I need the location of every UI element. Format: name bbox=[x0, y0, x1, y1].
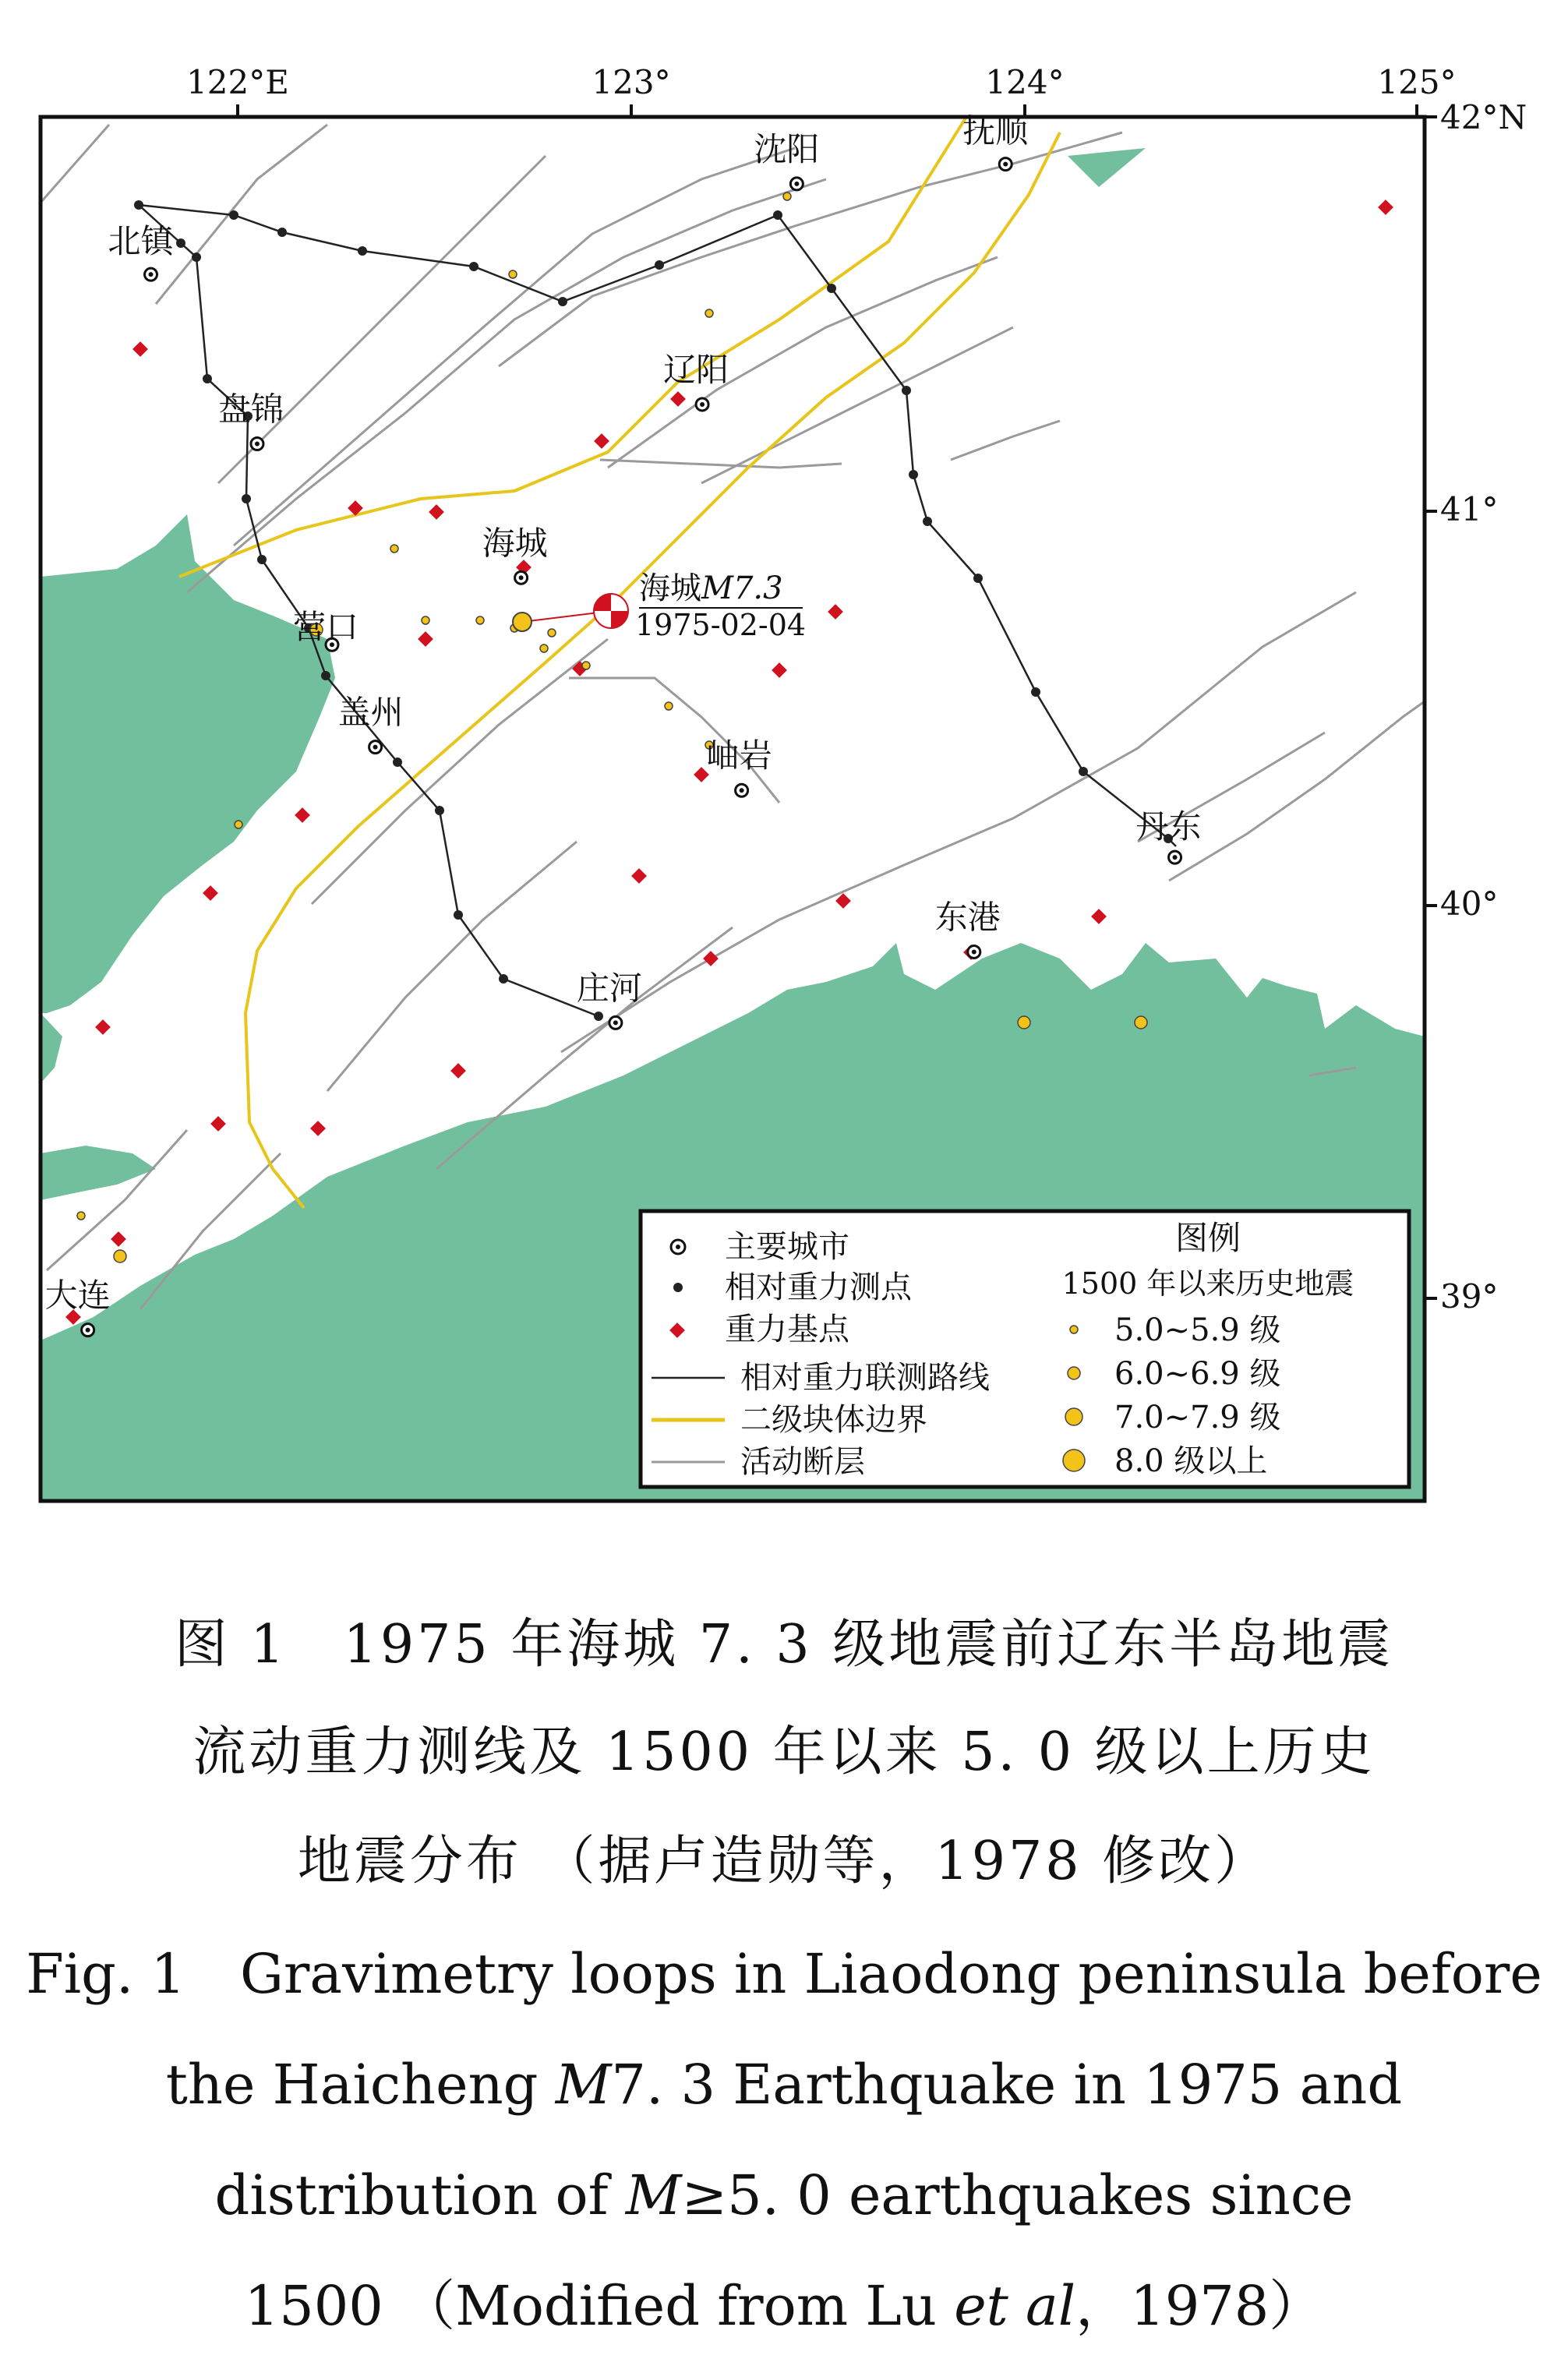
survey-point bbox=[923, 517, 932, 526]
city-marker-icon bbox=[1169, 851, 1181, 863]
survey-point bbox=[827, 284, 836, 293]
legend-eq-6-icon bbox=[1068, 1367, 1080, 1379]
earthquake-point bbox=[1135, 1016, 1147, 1029]
caption-cn-line1: 图 1 1975 年海城 7. 3 级地震前辽东半岛地震 bbox=[174, 1614, 1394, 1676]
survey-point bbox=[1031, 687, 1040, 697]
latitude-labels bbox=[1440, 98, 1527, 1315]
survey-point bbox=[393, 757, 402, 767]
legend-eq-5-icon bbox=[1070, 1326, 1078, 1333]
city-marker-icon bbox=[145, 268, 157, 281]
lat-label-42: 42°N bbox=[1440, 98, 1527, 136]
caption-en-line1: Fig. 1 Gravimetry loops in Liaodong peninsula before bbox=[26, 1942, 1542, 2006]
city-label: 丹东 bbox=[1135, 807, 1202, 846]
city-label: 岫岩 bbox=[706, 736, 772, 775]
legend-eq-7-icon bbox=[1065, 1408, 1082, 1425]
city-marker-icon bbox=[609, 1016, 622, 1029]
legend-label-boundary: 二级块体边界 bbox=[740, 1402, 927, 1438]
city-label: 抚顺 bbox=[962, 111, 1029, 150]
earthquake-point bbox=[114, 1250, 126, 1262]
earthquake-point bbox=[1018, 1016, 1030, 1029]
survey-point bbox=[257, 555, 267, 564]
legend-label-survey-point: 相对重力测点 bbox=[725, 1270, 912, 1305]
survey-point bbox=[902, 386, 911, 395]
city-label: 盖州 bbox=[337, 693, 404, 732]
legend-label-route: 相对重力联测路线 bbox=[740, 1360, 990, 1396]
survey-point bbox=[655, 260, 664, 270]
earthquake-point bbox=[582, 662, 590, 669]
earthquake-point bbox=[548, 629, 556, 637]
legend-title: 图例 bbox=[1174, 1219, 1241, 1257]
survey-point bbox=[454, 910, 463, 920]
earthquake-point bbox=[705, 309, 713, 317]
lat-label-41: 41° bbox=[1440, 490, 1499, 528]
city-label: 沈阳 bbox=[754, 129, 820, 168]
lon-label-123: 123° bbox=[592, 63, 671, 101]
city-label: 庄河 bbox=[576, 969, 642, 1008]
survey-point bbox=[558, 297, 567, 306]
survey-point bbox=[594, 1012, 603, 1021]
city-marker-icon bbox=[736, 784, 748, 796]
legend bbox=[641, 1211, 1409, 1487]
legend-eq-5-label: 5.0~5.9 级 bbox=[1114, 1312, 1281, 1348]
survey-point bbox=[321, 671, 330, 680]
legend-eq-6-label: 6.0~6.9 级 bbox=[1114, 1356, 1281, 1392]
earthquake-point bbox=[235, 821, 242, 828]
survey-point bbox=[358, 246, 367, 256]
survey-point bbox=[973, 574, 983, 583]
longitude-labels bbox=[186, 63, 1457, 101]
main-shock-date: 1975-02-04 bbox=[635, 608, 807, 642]
lon-label-125: 125° bbox=[1377, 63, 1457, 101]
survey-point bbox=[229, 210, 238, 220]
survey-point bbox=[909, 470, 918, 479]
legend-label-fault: 活动断层 bbox=[740, 1444, 865, 1480]
legend-eq-8-label: 8.0 级以上 bbox=[1114, 1443, 1268, 1479]
caption-cn-line3: 地震分布 （据卢造勋等，1978 修改） bbox=[297, 1831, 1271, 1892]
survey-point bbox=[1079, 767, 1088, 776]
survey-point bbox=[435, 806, 444, 815]
city-marker-icon bbox=[790, 178, 803, 190]
survey-point bbox=[203, 374, 212, 383]
city-marker-icon bbox=[999, 158, 1012, 171]
earthquake-point bbox=[390, 545, 398, 553]
city-label: 东港 bbox=[934, 898, 1001, 937]
city-marker-icon bbox=[82, 1324, 94, 1337]
lon-label-124: 124° bbox=[985, 63, 1065, 101]
survey-point bbox=[773, 210, 782, 220]
main-shock-label: 海城M7.3 bbox=[639, 570, 783, 606]
survey-point bbox=[192, 252, 201, 262]
survey-point bbox=[134, 200, 143, 210]
caption-en-line2: the Haicheng M7. 3 Earthquake in 1975 and bbox=[165, 2053, 1403, 2117]
earthquake-point bbox=[665, 702, 673, 710]
earthquake-point bbox=[422, 616, 429, 624]
earthquake-point bbox=[540, 644, 548, 652]
legend-label-city: 主要城市 bbox=[725, 1229, 849, 1265]
earthquake-point bbox=[783, 192, 791, 200]
legend-eq-8-icon bbox=[1063, 1450, 1085, 1471]
city-label: 北镇 bbox=[108, 222, 174, 261]
survey-point bbox=[499, 974, 508, 983]
survey-point bbox=[277, 228, 287, 237]
survey-point bbox=[176, 238, 185, 248]
lat-label-39: 39° bbox=[1440, 1277, 1499, 1315]
caption-en-line3: distribution of M≥5. 0 earthquakes since bbox=[214, 2163, 1354, 2227]
city-marker-icon bbox=[251, 437, 263, 450]
legend-survey-point-icon bbox=[673, 1283, 683, 1292]
legend-eq-title: 1500 年以来历史地震 bbox=[1061, 1266, 1354, 1301]
caption-cn-line2: 流动重力测线及 1500 年以来 5. 0 级以上历史 bbox=[192, 1722, 1376, 1783]
survey-point bbox=[469, 262, 479, 271]
earthquake-point bbox=[77, 1212, 85, 1220]
city-label: 辽阳 bbox=[663, 350, 729, 389]
city-marker-icon bbox=[515, 571, 528, 584]
city-label: 营口 bbox=[292, 608, 359, 647]
caption-en-line4: 1500 （Modified from Lu et al，1978） bbox=[244, 2274, 1324, 2338]
legend-eq-7-label: 7.0~7.9 级 bbox=[1114, 1400, 1281, 1435]
city-label: 大连 bbox=[44, 1276, 111, 1315]
earthquake-point bbox=[476, 616, 484, 624]
earthquake-point bbox=[509, 270, 517, 278]
legend-label-base-point: 重力基点 bbox=[725, 1312, 849, 1347]
city-label: 海城 bbox=[482, 524, 548, 563]
city-label: 盘锦 bbox=[217, 390, 284, 429]
lat-label-40: 40° bbox=[1440, 885, 1499, 923]
city-marker-icon bbox=[696, 398, 708, 411]
city-marker-icon bbox=[369, 741, 382, 754]
city-marker-icon bbox=[968, 945, 980, 958]
lon-label-122: 122°E bbox=[186, 63, 289, 101]
beachball-icon bbox=[594, 594, 628, 628]
legend-city-icon bbox=[671, 1240, 685, 1254]
survey-point bbox=[242, 494, 251, 503]
